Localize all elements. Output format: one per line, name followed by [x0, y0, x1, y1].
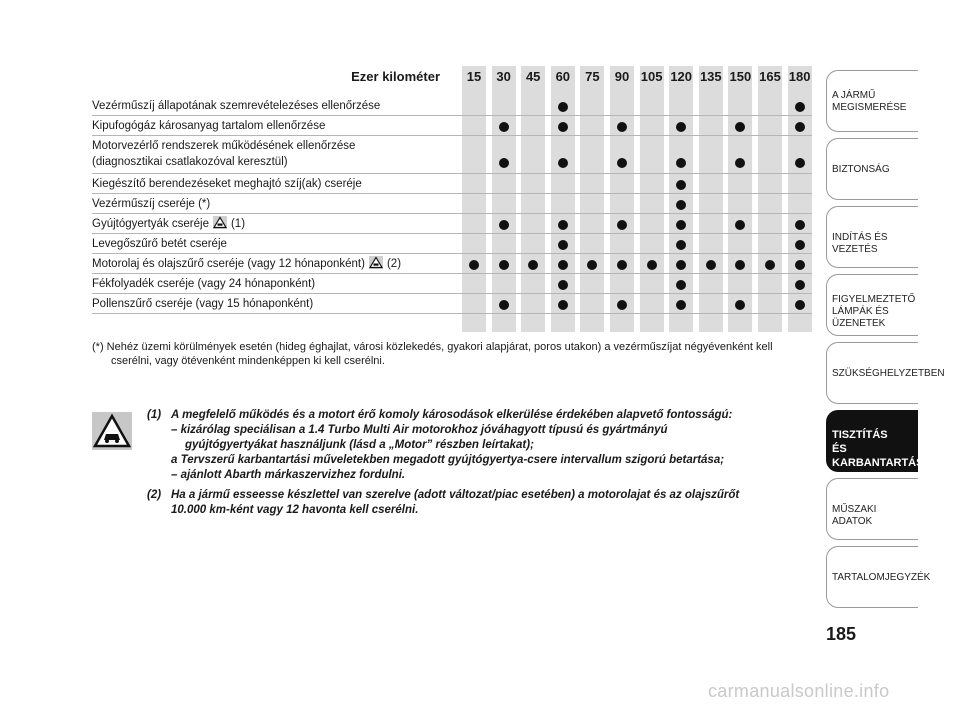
interval-dot	[735, 158, 745, 168]
interval-dot	[795, 280, 805, 290]
interval-dot	[676, 240, 686, 250]
interval-dot	[795, 102, 805, 112]
row-label	[92, 196, 462, 212]
note-1-line-5: – ajánlott Abarth márkaszervizhez fordulni.	[171, 469, 406, 481]
column-header-km: 15	[466, 69, 482, 84]
chapter-tab-label: MŰSZAKI ADATOK	[832, 504, 877, 527]
table-row	[92, 236, 812, 254]
chapter-tab[interactable]	[826, 206, 918, 268]
row-divider	[92, 273, 812, 274]
table-row	[92, 256, 812, 274]
interval-dot	[795, 122, 805, 132]
note-1-line-1: A megfelelő működés és a motort érő komoly károsodások elkerülése érdekében alapvető fontosságú:	[171, 409, 733, 421]
column-header-km: 30	[496, 69, 511, 84]
row-label-text: Gyújtógyertyák cseréje	[92, 218, 209, 230]
column-header-km: 75	[585, 69, 600, 84]
interval-dot	[795, 260, 805, 270]
chapter-tab-label: BIZTONSÁG	[832, 164, 890, 175]
row-label	[92, 176, 462, 192]
row-divider	[92, 233, 812, 234]
row-label	[92, 236, 462, 252]
row-divider	[92, 213, 812, 214]
interval-dot	[558, 240, 568, 250]
column-header-km: 135	[699, 69, 722, 84]
note-2-number: (2)	[147, 489, 162, 501]
row-label-text: Motorvezérlő rendszerek működésének ellenőrzése	[92, 140, 356, 152]
interval-dot	[558, 260, 568, 270]
footnote	[92, 340, 810, 368]
row-label-text-line-2: (diagnosztikai csatlakozóval keresztül)	[92, 156, 288, 168]
row-label	[92, 98, 462, 114]
row-label-text: Fékfolyadék cseréje (vagy 24 hónaponként)	[92, 278, 316, 290]
row-footnote-ref: (1)	[230, 218, 246, 230]
interval-dot	[558, 158, 568, 168]
note-1-number: (1)	[147, 409, 162, 421]
interval-dot	[617, 300, 627, 310]
interval-dot	[617, 220, 627, 230]
interval-dot	[676, 180, 686, 190]
row-label-text: Kipufogógáz károsanyag tartalom ellenőrzése	[92, 120, 326, 132]
interval-dot	[617, 122, 627, 132]
interval-dot	[558, 300, 568, 310]
column-header-km: 60	[555, 69, 571, 84]
column-header-km: 120	[670, 69, 693, 84]
table-row	[92, 276, 812, 294]
chapter-tab[interactable]	[826, 274, 918, 336]
interval-dot	[735, 122, 745, 132]
chapter-tab-label: TISZTÍTÁS ÉS KARBANTARTÁS	[832, 429, 924, 469]
interval-dot	[676, 200, 686, 210]
row-label	[92, 118, 462, 134]
column-header-km: 45	[525, 69, 541, 84]
row-label	[92, 276, 462, 292]
chapter-tab-label: A JÁRMŰ MEGISMERÉSE	[832, 90, 907, 113]
interval-dot	[676, 122, 686, 132]
chapter-tab[interactable]	[826, 478, 918, 540]
interval-dot	[795, 240, 805, 250]
car-warning-icon	[92, 412, 132, 450]
interval-dot	[499, 220, 509, 230]
chapter-tab-label: SZÜKSÉGHELYZETBEN	[832, 368, 945, 379]
column-header-km: 105	[640, 69, 663, 84]
row-footnote-ref: (2)	[386, 258, 402, 270]
row-divider	[92, 115, 812, 116]
row-label-text: Vezérműszíj állapotának szemrevételezéses ellenőrzése	[92, 100, 381, 112]
interval-dot	[647, 260, 657, 270]
column-header-km: 90	[614, 69, 630, 84]
table-row	[92, 216, 812, 234]
interval-dot	[499, 122, 509, 132]
interval-dot	[795, 220, 805, 230]
interval-dot	[558, 102, 568, 112]
row-label	[92, 256, 462, 272]
interval-dot	[735, 220, 745, 230]
column-header-km: 180	[788, 69, 811, 84]
chapter-tab-label: INDÍTÁS ÉS VEZETÉS	[832, 232, 888, 255]
interval-dot	[558, 280, 568, 290]
footnote-line-2: cserélni, vagy ötévenként mindenképpen ki kell cserélni.	[111, 355, 385, 367]
interval-dot	[676, 300, 686, 310]
interval-dot	[676, 158, 686, 168]
chapter-tab[interactable]	[826, 410, 924, 472]
table-row	[92, 296, 812, 314]
row-divider	[92, 293, 812, 294]
interval-dot	[499, 158, 509, 168]
column-header-km: 150	[729, 69, 752, 84]
row-label-text: Kiegészítő berendezéseket meghajtó szíj(ak) cseréje	[92, 178, 362, 190]
interval-dot	[499, 260, 509, 270]
notes	[147, 408, 807, 523]
interval-dot	[735, 300, 745, 310]
note-2-line-2: 10.000 km-ként vagy 12 havonta kell cserélni.	[171, 504, 419, 516]
warning-triangle-icon	[213, 216, 227, 229]
chapter-tab[interactable]	[826, 70, 918, 132]
interval-dot	[795, 158, 805, 168]
note-1-line-3: gyújtógyertyákat használjunk (lásd a „Motor” részben leírtakat);	[185, 439, 534, 451]
interval-dot	[469, 260, 479, 270]
table-row	[92, 196, 812, 214]
chapter-tab[interactable]	[826, 138, 918, 200]
interval-dot	[795, 300, 805, 310]
interval-dot	[676, 280, 686, 290]
interval-dot	[706, 260, 716, 270]
interval-dot	[587, 260, 597, 270]
note-1-line-2: – kizárólag speciálisan a 1.4 Turbo Multi Air motorokhoz jóváhagyott típusú és gyártmányú	[171, 424, 668, 436]
watermark: carmanualsonline.info	[708, 681, 890, 701]
interval-dot	[676, 220, 686, 230]
row-divider	[92, 253, 812, 254]
row-label	[92, 138, 462, 170]
column-header-km: 165	[759, 69, 781, 84]
row-label	[92, 216, 462, 232]
interval-dot	[735, 260, 745, 270]
chapter-tab-label: TARTALOMJEGYZÉK	[832, 572, 931, 583]
row-divider	[92, 173, 812, 174]
table-row	[92, 176, 812, 194]
interval-dot	[499, 300, 509, 310]
interval-dot	[617, 260, 627, 270]
chapter-tab[interactable]	[826, 342, 945, 404]
chapter-tab-label: FIGYELMEZTETŐ LÁMPÁK ÉS ÜZENETEK	[832, 294, 916, 329]
row-divider	[92, 313, 812, 314]
note-2	[147, 488, 807, 518]
interval-dot	[528, 260, 538, 270]
table-row	[92, 138, 812, 174]
row-divider	[92, 135, 812, 136]
row-label-text: Levegőszűrő betét cseréje	[92, 238, 227, 250]
km-header-label: Ezer kilométer	[351, 69, 440, 84]
table-row	[92, 98, 812, 116]
row-label-text: Pollenszűrő cseréje (vagy 15 hónaponként)	[92, 298, 314, 310]
footnote-line-1: (*) Nehéz üzemi körülmények esetén (hideg éghajlat, városi közlekedés, gyakori alapjárat, poros utakon) a vezérműszíjat négyévenként kell	[92, 341, 773, 353]
warning-triangle-icon	[369, 256, 383, 269]
chapter-tab[interactable]	[826, 546, 931, 608]
interval-dot	[617, 158, 627, 168]
row-label-text: Motorolaj és olajszűrő cseréje (vagy 12 hónaponként)	[92, 258, 365, 270]
table-row	[92, 118, 812, 136]
note-2-line-1: Ha a jármű esseesse készlettel van szerelve (adott változat/piac esetében) a motorolajat és az olajszűrőt	[171, 489, 740, 501]
row-label	[92, 296, 462, 312]
note-1	[147, 408, 807, 483]
interval-dot	[765, 260, 775, 270]
interval-dot	[558, 122, 568, 132]
note-1-line-4: a Tervszerű karbantartási műveletekben megadott gyújtógyertya-csere intervallum szigorú betartása;	[171, 454, 725, 466]
interval-dot	[676, 260, 686, 270]
interval-dot	[558, 220, 568, 230]
page-number: 185	[826, 624, 857, 644]
row-divider	[92, 193, 812, 194]
row-label-text: Vezérműszíj cseréje (*)	[92, 198, 211, 210]
